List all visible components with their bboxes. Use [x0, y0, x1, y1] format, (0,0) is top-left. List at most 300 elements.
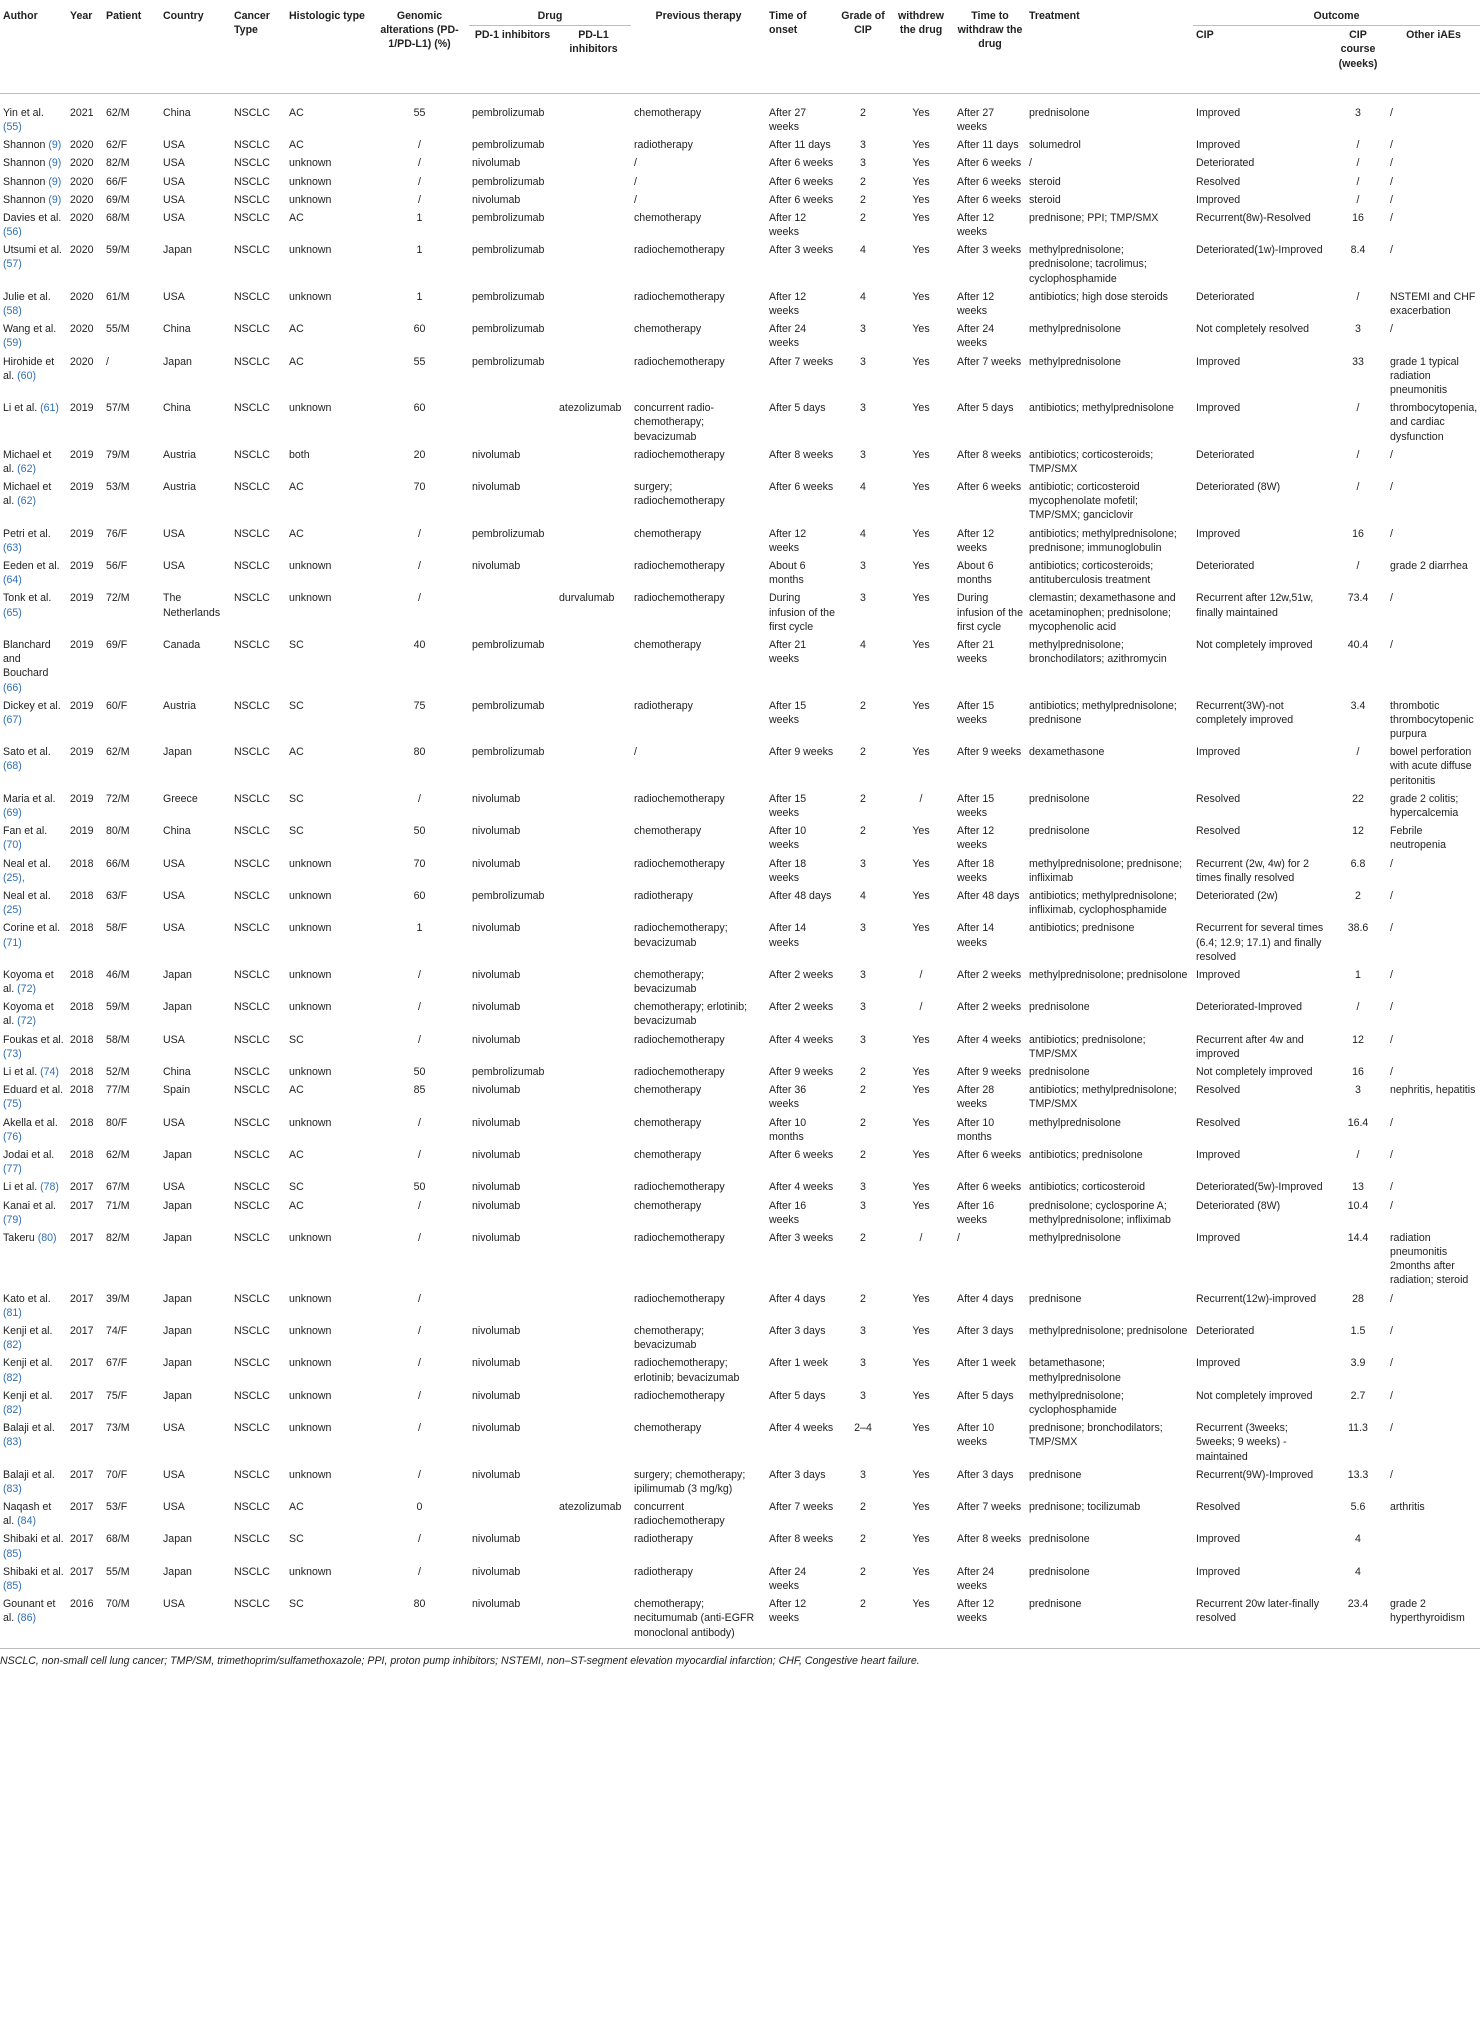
cell-cancer: NSCLC [234, 699, 270, 712]
reference-link[interactable]: (62) [17, 462, 36, 475]
cell-onset: After 2 weeks [769, 968, 834, 981]
cell-grade: 2 [860, 1116, 866, 1129]
cell-year: 2017 [70, 1231, 94, 1244]
cell-withdrew: Yes [912, 746, 930, 759]
cell-patient: 67/F [106, 1357, 128, 1370]
cell-other: / [1390, 889, 1393, 902]
cell-cip: Deteriorated [1196, 560, 1255, 572]
cell-country: Greece [163, 792, 198, 805]
cell-pd1: nivolumab [469, 1595, 556, 1648]
cell-prev: radiochemotherapy [634, 857, 725, 870]
cell-cancer: NSCLC [234, 1468, 270, 1481]
cell-country: USA [160, 1595, 231, 1648]
cell-country: Japan [163, 1199, 192, 1212]
col-genomic: Genomic alterations (PD-1/PD-L1) (%) [380, 10, 459, 51]
cell-ttw: After 2 weeks [957, 1001, 1022, 1014]
cell-withdrew: Yes [912, 560, 930, 572]
cell-onset: After 36 weeks [769, 1084, 807, 1111]
author-name: Balaji et al. [3, 1468, 55, 1481]
author-name: Eeden et al. [3, 560, 60, 572]
reference-link[interactable]: (86) [17, 1612, 36, 1625]
cell-prev: radiochemotherapy [634, 290, 725, 303]
reference-link[interactable]: (85) [3, 1580, 22, 1592]
cell-pd1: nivolumab [472, 922, 521, 935]
author-name: Shannon [3, 157, 46, 170]
reference-link[interactable]: (68) [3, 760, 22, 773]
cell-pdl1 [556, 790, 631, 822]
col-grade: Grade of CIP [841, 10, 885, 37]
cell-withdrew: Yes [912, 244, 930, 257]
cell-withdrew: / [919, 792, 923, 805]
cell-cip: Deteriorated (8W) [1196, 481, 1281, 494]
cell-other: / [1390, 323, 1393, 336]
cell-pdl1 [556, 1146, 631, 1178]
cell-ttw: After 48 days [957, 889, 1020, 902]
cell-prev: radiotherapy [634, 699, 693, 712]
cell-prev: radiochemotherapy; bevacizumab [634, 922, 728, 949]
cell-year: 2019 [70, 448, 94, 461]
reference-link[interactable]: (9) [48, 139, 62, 152]
cell-prev: chemotherapy [634, 527, 702, 540]
cell-prev: radiochemotherapy [634, 448, 725, 461]
cell-grade: 2 [860, 175, 866, 188]
cell-author [0, 1322, 67, 1354]
cell-treatment: prednisone [1029, 1292, 1082, 1305]
reference-link[interactable]: (72) [17, 983, 36, 996]
cell-histo: AC [289, 211, 304, 224]
cell-ttw: After 3 days [957, 1325, 1014, 1337]
author-name: Li et al. [3, 1181, 38, 1194]
cell-grade: 4 [860, 889, 866, 902]
reference-link[interactable]: (60) [17, 369, 36, 382]
reference-link[interactable]: (82) [3, 1339, 22, 1352]
cell-onset: After 18 weeks [769, 857, 807, 884]
reference-link[interactable]: (85) [3, 1547, 22, 1560]
cell-genomic: 70 [413, 481, 426, 494]
cell-cip: Resolved [1196, 175, 1241, 188]
cell-other: thrombocytopenia, and cardiac dysfunction [1390, 402, 1478, 443]
table-row [0, 1229, 1480, 1290]
cell-author [0, 557, 67, 589]
reference-link[interactable]: (25) [3, 904, 22, 917]
cell-author [0, 1563, 67, 1595]
cell-pd1: nivolumab [472, 1389, 521, 1402]
cell-prev: chemotherapy [634, 211, 702, 224]
cell-prev: surgery; chemotherapy; ipilimumab (3 mg/kg) [634, 1468, 746, 1495]
cell-country: Japan [163, 1148, 192, 1161]
cell-other: / [1390, 448, 1393, 461]
reference-link[interactable]: (56) [3, 226, 22, 239]
cell-cip: Not completely resolved [1196, 323, 1310, 336]
cell-pdl1 [556, 1595, 631, 1648]
col-cip: CIP [1196, 29, 1214, 42]
cell-patient: 53/M [106, 481, 130, 494]
author-name: Neal et al. [3, 857, 51, 870]
reference-link[interactable]: (72) [17, 1015, 36, 1028]
cell-pd1: nivolumab [472, 857, 521, 870]
reference-link[interactable]: (82) [3, 1403, 22, 1416]
author-name: Michael et al. [3, 448, 52, 475]
cell-cancer: NSCLC [234, 638, 270, 651]
cell-author [0, 525, 67, 557]
cell-genomic: 55 [413, 355, 426, 368]
cell-year: 2018 [70, 857, 94, 870]
cell-patient: 80/F [106, 1116, 128, 1129]
cell-other: thrombotic thrombocytopenic purpura [1390, 699, 1474, 741]
cell-course: / [1356, 746, 1360, 759]
reference-link[interactable]: (69) [3, 807, 22, 819]
cell-pdl1 [556, 1031, 631, 1063]
cell-course: 3 [1355, 1084, 1361, 1097]
cell-year: 2019 [70, 638, 94, 651]
cell-patient: 72/M [106, 592, 130, 605]
cell-year: 2020 [70, 290, 94, 303]
cell-cip: Recurrent (3weeks; 5weeks; 9 weeks) - maintained [1196, 1422, 1288, 1463]
cell-grade: 2 [838, 1595, 888, 1648]
cell-onset: After 6 weeks [769, 193, 834, 206]
cell-withdrew: Yes [912, 825, 930, 838]
cell-genomic: / [418, 139, 421, 152]
cell-treatment: methylprednisolone; prednisone; infliximab [1029, 857, 1183, 884]
cell-pd1: nivolumab [472, 792, 521, 805]
cell-cip: Resolved [1196, 1084, 1241, 1097]
cell-cip: Improved [1196, 1231, 1241, 1244]
cell-prev: radiotherapy [634, 889, 693, 902]
author-name: Koyoma et al. [3, 1001, 54, 1028]
cell-ttw: After 24 weeks [957, 323, 995, 350]
cell-genomic: 50 [413, 825, 426, 838]
cell-pdl1: durvalumab [559, 592, 615, 605]
cell-grade: 3 [860, 857, 866, 870]
reference-link[interactable]: (55) [3, 120, 22, 133]
cell-genomic: 75 [413, 699, 426, 712]
col-cancer-type: Cancer Type [234, 10, 270, 37]
col-country: Country [163, 10, 204, 22]
reference-link[interactable]: (58) [3, 305, 22, 317]
cell-onset: After 24 weeks [769, 323, 807, 350]
reference-link[interactable]: (75) [3, 1098, 22, 1111]
cell-patient: 62/M [106, 746, 130, 759]
cell-other: arthritis [1390, 1501, 1425, 1514]
table-row [0, 1354, 1480, 1386]
cell-cip: Deteriorated [1196, 157, 1255, 170]
cell-treatment: prednisolone; cyclosporine A; methylprednisolone; infliximab [1029, 1199, 1171, 1226]
cell-genomic: 80 [370, 1595, 469, 1648]
cell-pdl1 [556, 1178, 631, 1196]
cell-patient: 82/M [106, 157, 130, 170]
cell-treatment: prednisolone [1029, 1533, 1090, 1546]
cell-cancer: NSCLC [234, 1292, 270, 1305]
cell-treatment: antibiotics; corticosteroids; TMP/SMX [1029, 448, 1154, 475]
table-row [0, 1081, 1480, 1113]
reference-link[interactable]: (66) [3, 681, 22, 694]
cell-country: Japan [163, 968, 192, 981]
cell-prev: radiochemotherapy [634, 1066, 725, 1078]
cell-pdl1 [556, 191, 631, 209]
cell-grade: 3 [860, 139, 866, 152]
cell-grade: 3 [860, 157, 866, 170]
reference-link[interactable]: (80) [37, 1231, 57, 1244]
cell-cip: Deteriorated [1196, 1325, 1255, 1337]
reference-link[interactable]: (59) [3, 337, 22, 350]
cell-cip: Not completely improved [1196, 1066, 1313, 1078]
cell-course: / [1356, 157, 1360, 170]
author-name: Kenji et al. [3, 1357, 53, 1370]
reference-link[interactable]: (63) [3, 541, 22, 554]
cell-prev: / [634, 746, 637, 759]
cell-onset: After 4 weeks [769, 1422, 834, 1435]
reference-link[interactable]: (74) [40, 1066, 59, 1078]
table-row [0, 557, 1480, 589]
cell-prev: chemotherapy [634, 1422, 702, 1435]
cell-genomic: / [418, 592, 421, 605]
cell-grade: 2 [860, 1066, 866, 1078]
cell-prev: chemotherapy [634, 106, 702, 119]
cell-patient: 61/M [106, 290, 130, 303]
cell-pdl1 [556, 966, 631, 998]
cell-year: 2018 [70, 1066, 94, 1078]
cell-ttw: After 9 weeks [957, 746, 1022, 759]
cell-prev: chemotherapy [634, 1116, 702, 1129]
reference-link[interactable]: (9) [48, 193, 62, 206]
cell-onset: After 12 weeks [766, 1595, 838, 1648]
cell-withdrew: Yes [912, 699, 930, 712]
cell-ttw: After 6 weeks [957, 193, 1022, 206]
cell-withdrew: Yes [912, 1292, 930, 1305]
cell-course: 16 [1352, 527, 1364, 540]
cell-patient: 69/F [106, 638, 128, 651]
cell-author [0, 1466, 67, 1498]
cell-ttw: After 28 weeks [957, 1084, 995, 1111]
cell-withdrew: Yes [912, 592, 930, 605]
cell-ttw: After 4 weeks [957, 1033, 1022, 1046]
cell-author [0, 1530, 67, 1562]
cell-course: / [1356, 1148, 1360, 1161]
col-patient: Patient [106, 10, 142, 22]
cell-country: China [163, 1066, 191, 1078]
reference-link[interactable]: (57) [3, 258, 22, 271]
reference-link[interactable]: (76) [3, 1130, 22, 1143]
reference-link[interactable]: (78) [40, 1181, 59, 1194]
cell-year: 2020 [70, 355, 94, 368]
reference-link[interactable]: (9) [48, 157, 62, 170]
reference-link[interactable]: (9) [48, 175, 62, 188]
author-name: Gounant et al. [3, 1598, 56, 1625]
cell-ttw: After 2 weeks [957, 968, 1022, 981]
cell-year: 2019 [70, 746, 94, 759]
reference-link[interactable]: (64) [3, 574, 22, 587]
cell-pd1: nivolumab [472, 1084, 521, 1097]
cell-pdl1 [556, 241, 631, 288]
cell-author [0, 855, 67, 887]
cell-patient: 76/F [106, 527, 128, 540]
table-row [0, 1114, 1480, 1146]
cell-treatment: methylprednisolone; prednisolone [1029, 1325, 1188, 1337]
cell-treatment: antibiotics; prednisolone; TMP/SMX [1029, 1033, 1146, 1060]
cell-genomic: 60 [413, 402, 426, 415]
cell-histo: SC [286, 1595, 370, 1648]
reference-link[interactable]: (70) [3, 839, 22, 852]
table-row [0, 525, 1480, 557]
cell-grade: 2 [860, 211, 866, 224]
reference-link[interactable]: (61) [40, 402, 59, 415]
cell-patient: 70/M [103, 1595, 160, 1648]
cell-country: Japan [163, 355, 192, 368]
reference-link[interactable]: (82) [3, 1371, 22, 1384]
cell-patient: 60/F [106, 699, 128, 712]
cell-author [0, 697, 67, 744]
cell-cancer: NSCLC [234, 1231, 270, 1244]
cell-histo: unknown [289, 1292, 332, 1305]
cell-cancer: NSCLC [234, 592, 270, 605]
cell-author [0, 790, 67, 822]
cell-patient: 39/M [106, 1292, 130, 1305]
cell-treatment: solumedrol [1029, 139, 1081, 152]
reference-link[interactable]: (25), [3, 871, 25, 884]
cell-cancer: NSCLC [234, 157, 270, 170]
cell-cancer: NSCLC [234, 560, 270, 572]
cell-treatment: methylprednisolone; prednisolone [1029, 968, 1188, 981]
cell-other: radiation pneumonitis 2months after radiation; steroid [1390, 1231, 1469, 1287]
cell-cancer: NSCLC [234, 792, 270, 805]
cell-ttw: After 4 days [957, 1292, 1014, 1305]
cell-pd1: pembrolizumab [472, 211, 545, 224]
cell-genomic: 20 [413, 448, 426, 461]
cell-year: 2020 [70, 244, 94, 257]
cell-cancer: NSCLC [234, 244, 270, 257]
cell-year: 2019 [70, 527, 94, 540]
reference-link[interactable]: (71) [3, 936, 22, 949]
cell-withdrew: Yes [912, 402, 930, 415]
cell-other: / [1390, 527, 1393, 540]
cell-genomic: / [418, 1292, 421, 1305]
cell-prev: / [634, 157, 637, 170]
cell-other: bowel perforation with acute diffuse peritonitis [1390, 746, 1472, 787]
cell-pdl1 [556, 1466, 631, 1498]
cell-cip: Recurrent (2w, 4w) for 2 times finally resolved [1196, 857, 1310, 884]
cell-other: / [1390, 211, 1393, 224]
cell-genomic: 1 [416, 244, 423, 257]
cell-withdrew: Yes [912, 1066, 930, 1078]
cell-patient: 69/M [106, 193, 130, 206]
cell-cancer: NSCLC [234, 1066, 270, 1078]
reference-link[interactable]: (79) [3, 1213, 22, 1226]
cell-histo: unknown [289, 244, 332, 257]
cell-cip: Deteriorated-Improved [1196, 1001, 1302, 1014]
table-row [0, 1063, 1480, 1081]
cell-other: NSTEMI and CHF exacerbation [1390, 290, 1476, 317]
reference-link[interactable]: (84) [17, 1515, 36, 1528]
cell-prev: / [634, 175, 637, 188]
cell-cancer: NSCLC [234, 1084, 270, 1097]
author-name: Koyoma et al. [3, 968, 54, 996]
cell-pdl1 [556, 743, 631, 790]
table-row [0, 1595, 1480, 1648]
cell-pdl1 [556, 353, 631, 400]
cell-genomic: / [418, 1033, 421, 1046]
table-row [0, 1419, 1480, 1466]
cell-treatment: steroid [1029, 175, 1061, 188]
cell-prev: chemotherapy [634, 1148, 702, 1161]
cell-pd1 [469, 1290, 556, 1322]
table-footnote: NSCLC, non-small cell lung cancer; TMP/SM, trimethoprim/sulfamethoxazole; PPI, proton pump inhibitors; NSTEMI, non–ST-segment elevation myocardial infarction; CHF, Congestive heart failure. [0, 1655, 920, 1667]
cell-prev: chemotherapy [634, 1084, 702, 1097]
cell-course: 1 [1355, 968, 1361, 981]
cell-country: Japan [163, 1231, 192, 1244]
cell-cip: Recurrent(12w)-improved [1196, 1292, 1317, 1305]
cell-histo: AC [289, 323, 304, 336]
cell-cancer: NSCLC [234, 193, 270, 206]
cell-author [0, 478, 67, 525]
cell-onset: After 8 weeks [769, 448, 834, 461]
cell-year: 2018 [70, 968, 94, 981]
cell-cip: Deteriorated [1196, 448, 1255, 461]
cell-other [1387, 1530, 1480, 1562]
cell-histo: SC [289, 638, 304, 651]
cell-ttw: After 5 days [957, 1389, 1014, 1402]
cell-year: 2019 [70, 792, 94, 805]
cell-patient: 46/M [106, 968, 130, 981]
reference-link[interactable]: (73) [3, 1047, 22, 1060]
cell-pdl1 [556, 478, 631, 525]
cell-author [0, 1178, 67, 1196]
cell-course: 2 [1355, 889, 1361, 902]
cell-pdl1 [556, 525, 631, 557]
author-name: Julie et al. [3, 290, 51, 303]
cell-onset: After 12 weeks [769, 211, 807, 239]
cell-course: 28 [1352, 1292, 1364, 1305]
cell-cancer: NSCLC [234, 402, 270, 415]
reference-link[interactable]: (77) [3, 1163, 22, 1176]
cell-other: / [1390, 1181, 1393, 1194]
cell-pdl1 [556, 557, 631, 589]
author-name: Sato et al. [3, 746, 51, 759]
cell-ttw: After 12 weeks [954, 1595, 1026, 1648]
cell-ttw: After 3 days [957, 1468, 1014, 1481]
author-name: Davies et al. [3, 211, 62, 224]
cell-prev: chemotherapy [634, 638, 702, 651]
cell-treatment: antibiotics; methylprednisolone; prednisone; immunoglobulin [1029, 527, 1177, 554]
cell-patient: 70/F [106, 1468, 128, 1481]
reference-link[interactable]: (83) [3, 1436, 22, 1449]
cell-grade: 3 [860, 1199, 866, 1212]
cell-country: China [163, 323, 191, 336]
col-time-to-withdraw: Time to withdraw the drug [957, 10, 1023, 51]
cell-patient: 57/M [106, 402, 130, 415]
cell-grade: 3 [860, 1389, 866, 1402]
cell-genomic: / [418, 792, 421, 805]
cell-other: grade 2 colitis; hypercalcemia [1390, 792, 1459, 819]
cell-course: / [1356, 290, 1360, 303]
cell-pd1 [469, 589, 556, 636]
cell-country: USA [163, 1468, 185, 1481]
author-name: Neal et al. [3, 889, 51, 902]
cell-cip: Recurrent(8w)-Resolved [1196, 211, 1311, 224]
cell-withdrew: / [919, 1231, 923, 1244]
cell-other: / [1390, 1422, 1393, 1435]
cell-country: Japan [163, 1389, 192, 1402]
cell-patient: 55/M [106, 1565, 130, 1578]
reference-link[interactable]: (62) [17, 495, 36, 508]
cell-cancer: NSCLC [234, 1181, 270, 1194]
reference-link[interactable]: (81) [3, 1306, 22, 1319]
cell-genomic: / [418, 1325, 421, 1337]
reference-link[interactable]: (65) [3, 606, 22, 619]
cell-histo: SC [289, 1181, 304, 1194]
cell-genomic: / [418, 1533, 421, 1546]
reference-link[interactable]: (67) [3, 713, 22, 726]
reference-link[interactable]: (83) [3, 1482, 22, 1495]
